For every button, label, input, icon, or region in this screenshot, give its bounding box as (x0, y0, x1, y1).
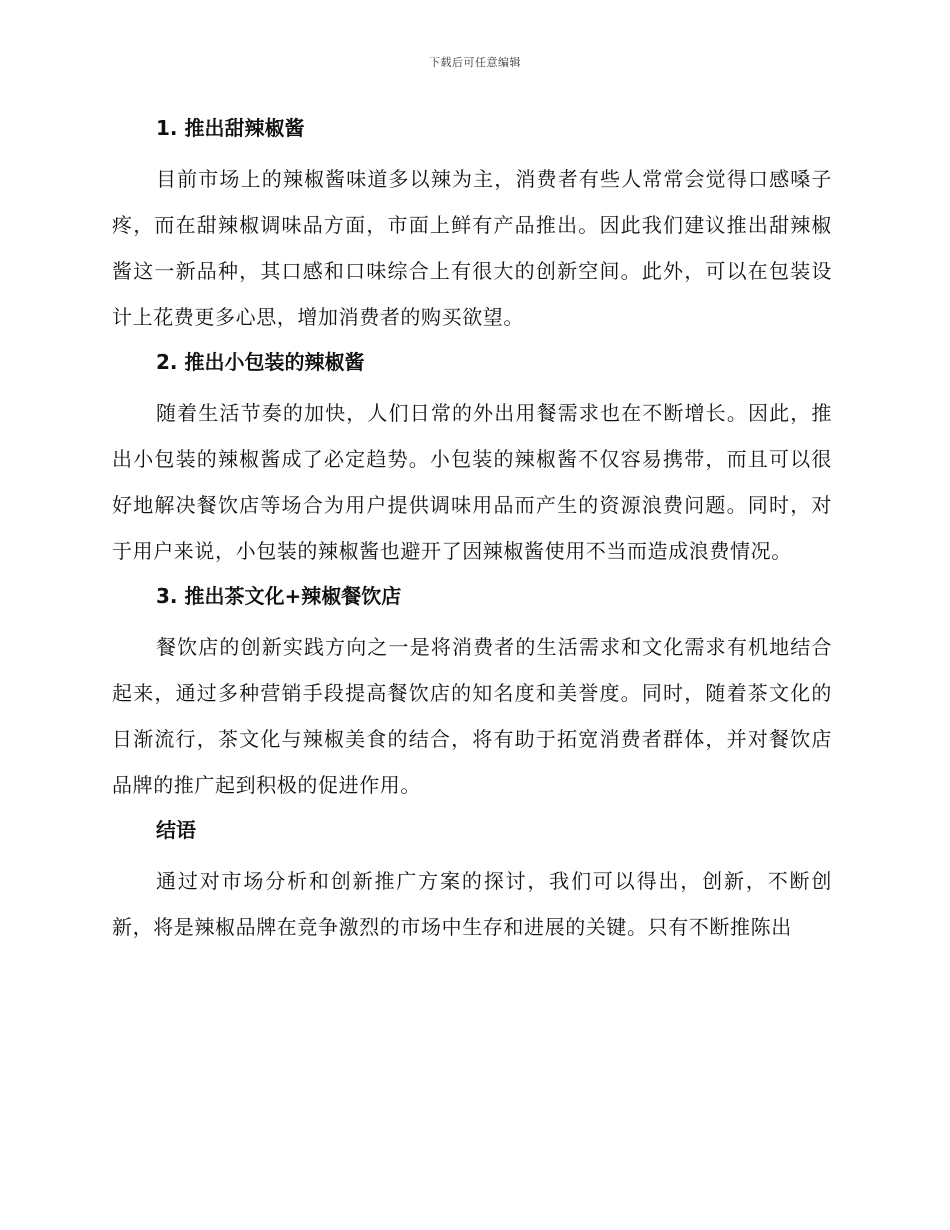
conclusion-heading: 结语 (156, 818, 196, 842)
page-header: 下载后可任意编辑 (429, 56, 521, 69)
section-heading: 1. 推出甜辣椒酱 (156, 116, 305, 140)
section-heading: 3. 推出茶文化+辣椒餐饮店 (156, 584, 402, 608)
section-paragraph: 餐饮店的创新实践方向之一是将消费者的生活需求和文化需求有机地结合起来，通过多种营销手段提高餐饮店的知名度和美誉度。同时，随着茶文化的日渐流行，茶文化与辣椒美食的结合，将有助于拓宽消费者群体，并对餐饮店品牌的推广起到积极的促进作用。 (112, 635, 832, 797)
conclusion-paragraph: 通过对市场分析和创新推广方案的探讨，我们可以得出，创新，不断创新，将是辣椒品牌在竞争激烈的市场中生存和进展的关键。只有不断推陈出 (112, 869, 832, 939)
section-paragraph: 随着生活节奏的加快，人们日常的外出用餐需求也在不断增长。因此，推出小包装的辣椒酱成了必定趋势。小包装的辣椒酱不仅容易携带，而且可以很好地解决餐饮店等场合为用户提供调味用品而产生的资源浪费问题。同时，对于用户来说，小包装的辣椒酱也避开了因辣椒酱使用不当而造成浪费情况。 (112, 401, 832, 563)
document-body (112, 110, 832, 954)
section-paragraph: 目前市场上的辣椒酱味道多以辣为主，消费者有些人常常会觉得口感嗓子疼，而在甜辣椒调味品方面，市面上鲜有产品推出。因此我们建议推出甜辣椒酱这一新品种，其口感和口味综合上有很大的创新空间。此外，可以在包装设计上花费更多心思，增加消费者的购买欲望。 (112, 167, 832, 329)
section-heading: 2. 推出小包装的辣椒酱 (156, 350, 365, 374)
